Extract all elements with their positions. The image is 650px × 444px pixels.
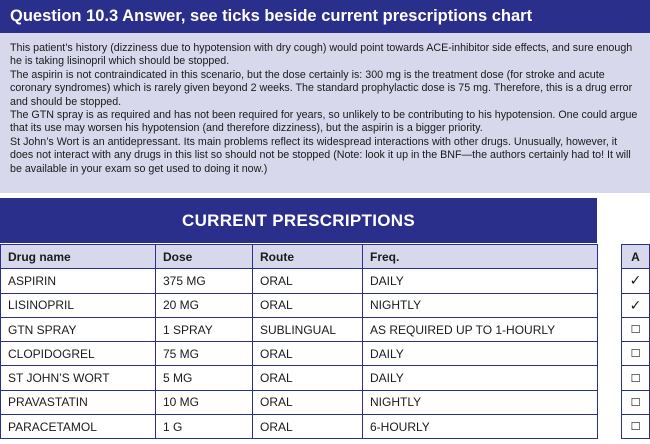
drug-name-cell: PRAVASTATIN bbox=[1, 390, 156, 414]
route-cell: ORAL bbox=[253, 415, 363, 439]
drug-name-cell: CLOPIDOGREL bbox=[1, 342, 156, 366]
dose-cell: 1 SPRAY bbox=[156, 317, 253, 341]
table-row bbox=[622, 390, 650, 414]
table-row bbox=[1, 366, 598, 390]
explanation-paragraph: The aspirin is not contraindicated in this scenario, but the dose certainly is: 300 mg is the treatment dose (for stroke and acute coronary syndromes) which is rarely given beyond 2 weeks. The standard prophylactic dose is 75 mg. Therefore, this is a drug error and should be stopped. bbox=[10, 68, 633, 108]
table-row bbox=[1, 342, 598, 366]
answer-explanation bbox=[0, 33, 650, 193]
empty-checkbox-icon: ☐ bbox=[622, 317, 650, 341]
drug-name-cell: GTN SPRAY bbox=[1, 317, 156, 341]
drug-name-cell: PARACETAMOL bbox=[1, 415, 156, 439]
empty-checkbox-icon: ☐ bbox=[622, 342, 650, 366]
explanation-paragraph: The GTN spray is as required and has not been required for years, so unlikely to be contributing to his hypotension. One could argue that its use may worsen his hypotension (and therefore dizziness), but the aspirin is a bigger priority. bbox=[10, 109, 638, 135]
table-row bbox=[1, 415, 598, 439]
route-cell: ORAL bbox=[253, 366, 363, 390]
table-row bbox=[622, 366, 650, 390]
route-cell: ORAL bbox=[253, 342, 363, 366]
drug-name-cell: ASPIRIN bbox=[1, 269, 156, 293]
route-cell: SUBLINGUAL bbox=[253, 317, 363, 341]
checkmark-icon: ✓ bbox=[622, 269, 650, 293]
freq-cell: DAILY bbox=[363, 269, 598, 293]
explanation-paragraph: This patient’s history (dizziness due to hypotension with dry cough) would point towards ACE-inhibitor side effects, and sure enough he is taking lisinopril which should be stopped. bbox=[10, 42, 633, 68]
table-row bbox=[1, 293, 598, 317]
table-row bbox=[622, 269, 650, 293]
freq-cell: DAILY bbox=[363, 342, 598, 366]
dose-cell: 20 MG bbox=[156, 293, 253, 317]
column-header-freq: Freq. bbox=[363, 245, 598, 269]
route-cell: ORAL bbox=[253, 293, 363, 317]
dose-cell: 5 MG bbox=[156, 366, 253, 390]
column-header-route: Route bbox=[253, 245, 363, 269]
freq-cell: DAILY bbox=[363, 366, 598, 390]
table-row bbox=[622, 415, 650, 439]
answer-column-header: A bbox=[622, 245, 650, 269]
answer-column-table bbox=[621, 244, 650, 439]
route-cell: ORAL bbox=[253, 269, 363, 293]
empty-checkbox-icon: ☐ bbox=[622, 415, 650, 439]
question-title: Question 10.3 Answer, see ticks beside current prescriptions chart bbox=[0, 0, 650, 33]
column-header-dose: Dose bbox=[156, 245, 253, 269]
drug-name-cell: LISINOPRIL bbox=[1, 293, 156, 317]
dose-cell: 1 G bbox=[156, 415, 253, 439]
table-row bbox=[1, 317, 598, 341]
column-header-drug-name: Drug name bbox=[1, 245, 156, 269]
table-row bbox=[622, 342, 650, 366]
checkmark-icon: ✓ bbox=[622, 293, 650, 317]
drug-name-cell: ST JOHN’S WORT bbox=[1, 366, 156, 390]
freq-cell: NIGHTLY bbox=[363, 293, 598, 317]
dose-cell: 10 MG bbox=[156, 390, 253, 414]
table-row bbox=[1, 390, 598, 414]
prescriptions-title: CURRENT PRESCRIPTIONS bbox=[0, 198, 597, 243]
freq-cell: AS REQUIRED UP TO 1-HOURLY bbox=[363, 317, 598, 341]
table-header-row bbox=[622, 245, 650, 269]
table-header-row bbox=[1, 245, 598, 269]
empty-checkbox-icon: ☐ bbox=[622, 390, 650, 414]
route-cell: ORAL bbox=[253, 390, 363, 414]
table-row bbox=[1, 269, 598, 293]
freq-cell: 6-HOURLY bbox=[363, 415, 598, 439]
explanation-paragraph: St John’s Wort is an antidepressant. Its main problems reflect its widespread interactions with other drugs. Unusually, however, it does not interact with any drugs in this list so should not be stopped (Note: look it up in the BNF—the authors certainly had to! It will be available in your exam so get used to doing it now.) bbox=[10, 135, 631, 175]
prescriptions-table bbox=[0, 244, 598, 439]
table-row bbox=[622, 293, 650, 317]
empty-checkbox-icon: ☐ bbox=[622, 366, 650, 390]
table-row bbox=[622, 317, 650, 341]
freq-cell: NIGHTLY bbox=[363, 390, 598, 414]
dose-cell: 75 MG bbox=[156, 342, 253, 366]
dose-cell: 375 MG bbox=[156, 269, 253, 293]
